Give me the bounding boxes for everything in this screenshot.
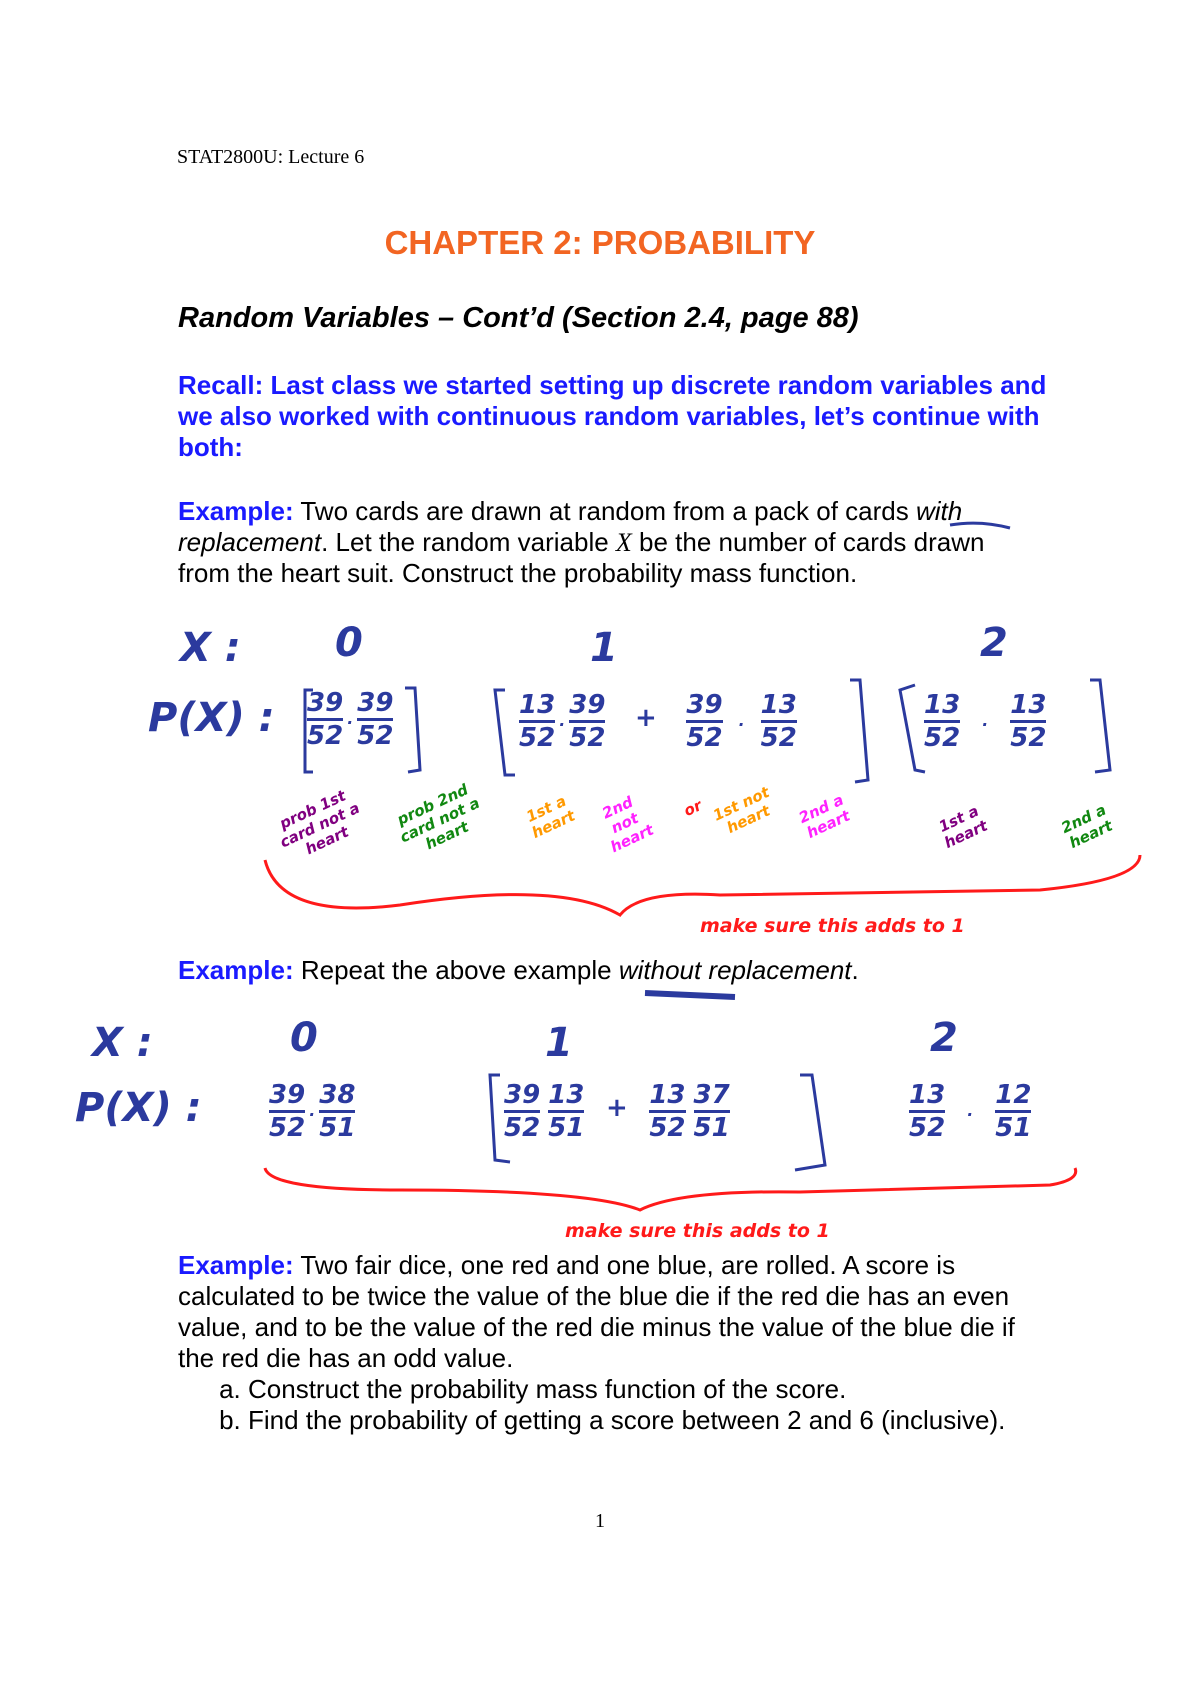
note: 1st a heart — [523, 791, 578, 843]
lecture-header: STAT2800U: Lecture 6 — [177, 146, 365, 168]
bracket-left-p0 — [305, 690, 313, 772]
chapter-title: CHAPTER 2: PROBABILITY — [384, 224, 816, 261]
note: 2nd a heart — [795, 790, 853, 843]
text: be the number of cards drawn from the heart suit. Construct the probability mass function. — [178, 527, 985, 588]
bracket-right-p2 — [1090, 680, 1110, 772]
hw-px-label: P(X) : — [148, 695, 275, 741]
hw-px-label: P(X) : — [75, 1085, 202, 1131]
hw-p2: $\frac{13}{52}$ . $\frac{13}{52}$ — [924, 690, 1047, 753]
note: or — [680, 796, 705, 820]
brace-1 — [265, 855, 1140, 915]
bracket-right-p0 — [405, 688, 420, 772]
hw-x-0: 0 — [290, 1015, 318, 1061]
text: . Let the random variable — [321, 527, 616, 557]
text: . — [851, 955, 859, 985]
hw-p2: $\frac{13}{52}$ . $\frac{12}{51}$ — [909, 1080, 1032, 1143]
recall-text: Recall: Last class we started setting up discrete random variables and we also worked with continuous random variables, let’s continue with both: — [178, 370, 1047, 462]
text: Repeat the above example — [293, 955, 619, 985]
page-number: 1 — [595, 1510, 605, 1532]
hw-x-1: 1 — [545, 1020, 573, 1066]
hw-p0: $\frac{39}{52}$ . $\frac{38}{51}$ — [269, 1080, 356, 1143]
question-list — [178, 1374, 1038, 1436]
hw-p0: $\frac{39}{52}$ . $\frac{39}{52}$ — [307, 688, 394, 751]
bracket-left-w2 — [490, 1075, 510, 1162]
text: Two fair dice, one red and one blue, are rolled. A score is calculated to be twice the value of the blue die if the red die has an even value, and to be the value of the red die minus the value of the blue die if the red die has an odd value. — [178, 1250, 1015, 1373]
note: 1st not heart — [710, 783, 773, 838]
note: 2nd not heart — [599, 792, 657, 857]
note: 2nd a heart — [1058, 800, 1116, 853]
brace-2 — [265, 1168, 1076, 1210]
hw-x-label: X : — [92, 1020, 153, 1066]
bracket-left-p1 — [495, 690, 515, 775]
section-title: Random Variables – Cont’d (Section 2.4, page 88) — [178, 302, 859, 334]
hw-x-1: 1 — [590, 625, 618, 671]
bracket-right-p1 — [850, 680, 868, 782]
emphasis: without replacement — [618, 955, 852, 985]
example-3 — [178, 1250, 1038, 1436]
hw-x-2: 2 — [930, 1015, 958, 1061]
note: prob 2nd card not a heart — [394, 780, 483, 854]
variable: X — [615, 528, 632, 557]
question-b: b. Find the probability of getting a score between 2 and 6 (inclusive). — [248, 1405, 1038, 1436]
sum-note: make sure this adds to 1 — [700, 915, 965, 937]
example-label: Example: — [178, 1250, 294, 1280]
example-label: Example: — [178, 496, 294, 526]
text: Two cards are drawn at random from a pack of cards — [293, 496, 916, 526]
sum-note: make sure this adds to 1 — [565, 1220, 830, 1242]
hw-p1: $\frac{39}{52}$ $\frac{13}{51}$ + $\frac{13}{52}$ $\frac{37}{51}$ — [504, 1080, 730, 1143]
example-label: Example: — [178, 955, 294, 985]
hw-x-2: 2 — [980, 620, 1008, 666]
note: prob 1st card not a heart — [276, 786, 363, 859]
underline-without — [645, 993, 735, 997]
question-a: a. Construct the probability mass function of the score. — [248, 1374, 1038, 1405]
bracket-left-p2 — [900, 685, 925, 772]
note: 1st a heart — [935, 801, 991, 853]
hw-p1: $\frac{13}{52}$ . $\frac{39}{52}$ + $\frac{39}{52}$ . $\frac{13}{52}$ — [519, 690, 797, 753]
hw-x-label: X : — [180, 625, 241, 671]
emphasis: with replacement — [178, 496, 963, 557]
underline-with — [950, 523, 1010, 528]
bracket-right-w2 — [795, 1075, 825, 1170]
hw-x-0: 0 — [335, 620, 363, 666]
